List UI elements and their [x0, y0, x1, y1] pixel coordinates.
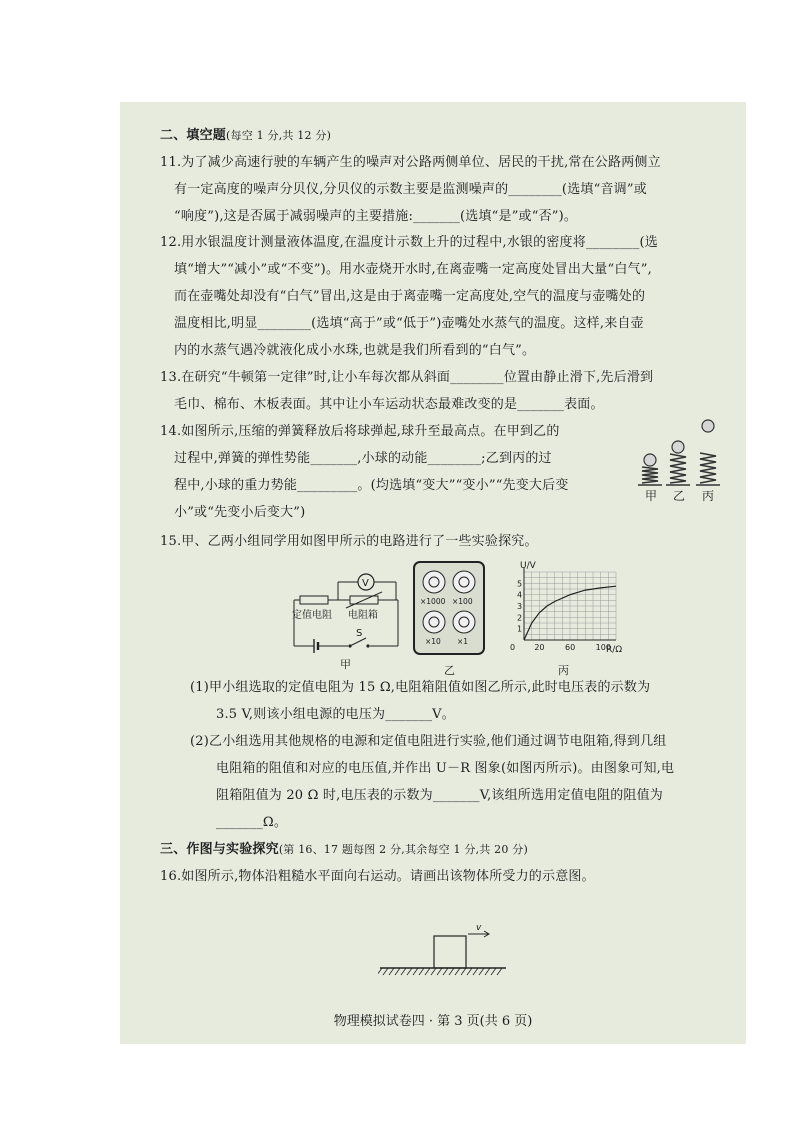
block-figure	[378, 920, 508, 988]
section3-note: (第 16、17 题每图 2 分,其余每空 1 分,共 20 分)	[278, 843, 528, 856]
q14-line1: 14.如图所示,压缩的弹簧释放后将球弹起,球升至最高点。在甲到乙的	[160, 424, 560, 439]
section2-title: 二、填空题	[160, 128, 227, 143]
label-bing: 丙	[702, 489, 715, 503]
resistance-box-figure	[412, 560, 488, 682]
q15-sub2-line3: 阻箱阻值为 20 Ω 时,电压表的示数为_______V,该组所选用定值电阻的阻值为	[216, 788, 663, 803]
y-axis-label: U/V	[520, 561, 536, 571]
hatch-line	[425, 968, 430, 975]
hatch-line	[437, 968, 442, 975]
label-jia: 甲	[645, 489, 658, 503]
section3-heading	[160, 842, 528, 858]
ur-chart	[506, 560, 630, 682]
resistance-box-label: 电阻箱	[348, 610, 378, 621]
hatch-line	[485, 968, 490, 975]
q13-line1: 13.在研究“牛顿第一定律”时,让小车每次都从斜面________位置由静止滑下,先后滑到	[160, 370, 654, 385]
y-tick-label: 4	[517, 590, 523, 600]
hatch-line	[401, 968, 406, 975]
q11-line1: 11.为了减少高速行驶的车辆产生的噪声对公路两侧单位、居民的干扰,常在公路两侧立	[160, 155, 661, 170]
block-icon	[434, 936, 466, 968]
hatch-line	[491, 968, 496, 975]
hatch-line	[407, 968, 412, 975]
section2-heading	[160, 128, 331, 144]
q12-line5: 内的水蒸气遇冷就液化成小水珠,也就是我们所看到的“白气”。	[174, 343, 536, 358]
hatch-line	[383, 968, 388, 975]
dial-label-100: ×100	[452, 597, 473, 606]
box-caption: 乙	[444, 664, 455, 677]
hatch-line	[497, 968, 502, 975]
q13-line2: 毛巾、棉布、木板表面。其中让小车运动状态最难改变的是_______表面。	[174, 397, 604, 412]
section3-title: 三、作图与实验探究	[160, 842, 279, 857]
fixed-resistor-label: 定值电阻	[292, 610, 332, 621]
q15-sub2-line1: (2)乙小组选用其他规格的电源和定值电阻进行实验,他们通过调节电阻箱,得到几组	[190, 734, 667, 749]
dial-1000-icon	[423, 571, 445, 593]
label-yi: 乙	[673, 489, 686, 503]
hatch-line	[443, 968, 448, 975]
chart-caption: 丙	[558, 664, 569, 677]
q12-line4: 温度相比,明显________(选填“高于”或“低于”)壶嘴处水蒸气的温度。这样,来自壶	[174, 316, 644, 331]
switch-icon	[350, 638, 366, 646]
q15-sub2-line4: _______Ω。	[216, 815, 288, 830]
q12-line2: 填“增大”“减小”或“不变”)。用水壶烧开水时,在离壶嘴一定高度处冒出大量“白气”,	[174, 262, 652, 277]
spring-jia	[638, 454, 662, 485]
x-tick-label: 60	[565, 643, 576, 652]
q11-line2: 有一定高度的噪声分贝仪,分贝仪的示数主要是监测噪声的________(选填“音调”或	[174, 182, 647, 197]
hatch-line	[461, 968, 466, 975]
q15-sub2-line2: 电阻箱的阻值和对应的电压值,并作出 U－R 图象(如图丙所示)。由图象可知,电	[216, 761, 675, 776]
q14-line3: 程中,小球的重力势能_________。(均选填“变大”“变小”“先变大后变	[174, 478, 569, 493]
dial-1-icon	[453, 611, 475, 633]
dial-10-icon	[423, 611, 445, 633]
voltmeter-label: V	[362, 578, 369, 589]
y-tick-label: 1	[517, 624, 523, 634]
y-tick-label: 5	[517, 579, 523, 589]
spring-yi	[666, 441, 690, 485]
q15-stem: 15.甲、乙两小组同学用如图甲所示的电路进行了一些实验探究。	[160, 534, 538, 549]
q15-sub1-line1: (1)甲小组选取的定值电阻为 15 Ω,电阻箱阻值如图乙所示,此时电压表的示数为	[190, 680, 651, 695]
dial-100-icon	[453, 571, 475, 593]
velocity-label: v	[476, 923, 482, 933]
y-tick-label: 2	[517, 613, 523, 623]
hatch-line	[378, 968, 382, 975]
dial-label-1000: ×1000	[420, 597, 446, 606]
x-tick-label: 100	[595, 643, 611, 652]
fixed-resistor-icon	[300, 596, 328, 604]
spring-bing	[696, 420, 720, 485]
hatch-line	[449, 968, 454, 975]
hatch-line	[479, 968, 484, 975]
hatch-line	[455, 968, 460, 975]
circuit-caption: 甲	[340, 658, 351, 671]
q12-line1: 12.用水银温度计测量液体温度,在温度计示数上升的过程中,水银的密度将________(选	[160, 235, 659, 250]
x-tick-label: 0	[510, 643, 516, 652]
hatch-line	[473, 968, 478, 975]
q14-line4: 小”或“先变小后变大”)	[174, 505, 306, 520]
x-axis-label: R/Ω	[606, 645, 623, 655]
y-tick-label: 3	[517, 602, 523, 611]
spring-figure	[632, 416, 732, 510]
circuit-figure	[286, 572, 406, 676]
hatch-line	[395, 968, 400, 975]
hatch-line	[413, 968, 418, 975]
hatch-line	[389, 968, 394, 975]
switch-label: S	[356, 628, 363, 639]
dial-label-1: ×1	[457, 637, 469, 646]
dial-label-10: ×10	[425, 637, 441, 646]
hatch-line	[467, 968, 472, 975]
x-tick-label: 20	[534, 643, 545, 652]
hatch-line	[431, 968, 436, 975]
q14-line2: 过程中,弹簧的弹性势能_______,小球的动能________;乙到丙的过	[174, 451, 552, 466]
ground-hatching	[378, 968, 502, 975]
q15-sub1-line2: 3.5 V,则该小组电源的电压为_______V。	[216, 707, 455, 722]
hatch-line	[419, 968, 424, 975]
exam-page	[120, 102, 746, 1044]
q16-line1: 16.如图所示,物体沿粗糙水平面向右运动。请画出该物体所受力的示意图。	[160, 869, 595, 884]
q12-line3: 而在壶嘴处却没有“白气”冒出,这是由于离壶嘴一定高度处,空气的温度与壶嘴处的	[174, 289, 646, 304]
section2-note: (每空 1 分,共 12 分)	[226, 129, 332, 142]
q11-line3: “响度”),这是否属于减弱噪声的主要措施:_______(选填“是”或“否”)。	[174, 209, 578, 224]
page-footer: 物理模拟试卷四 · 第 3 页(共 6 页)	[333, 1014, 533, 1029]
